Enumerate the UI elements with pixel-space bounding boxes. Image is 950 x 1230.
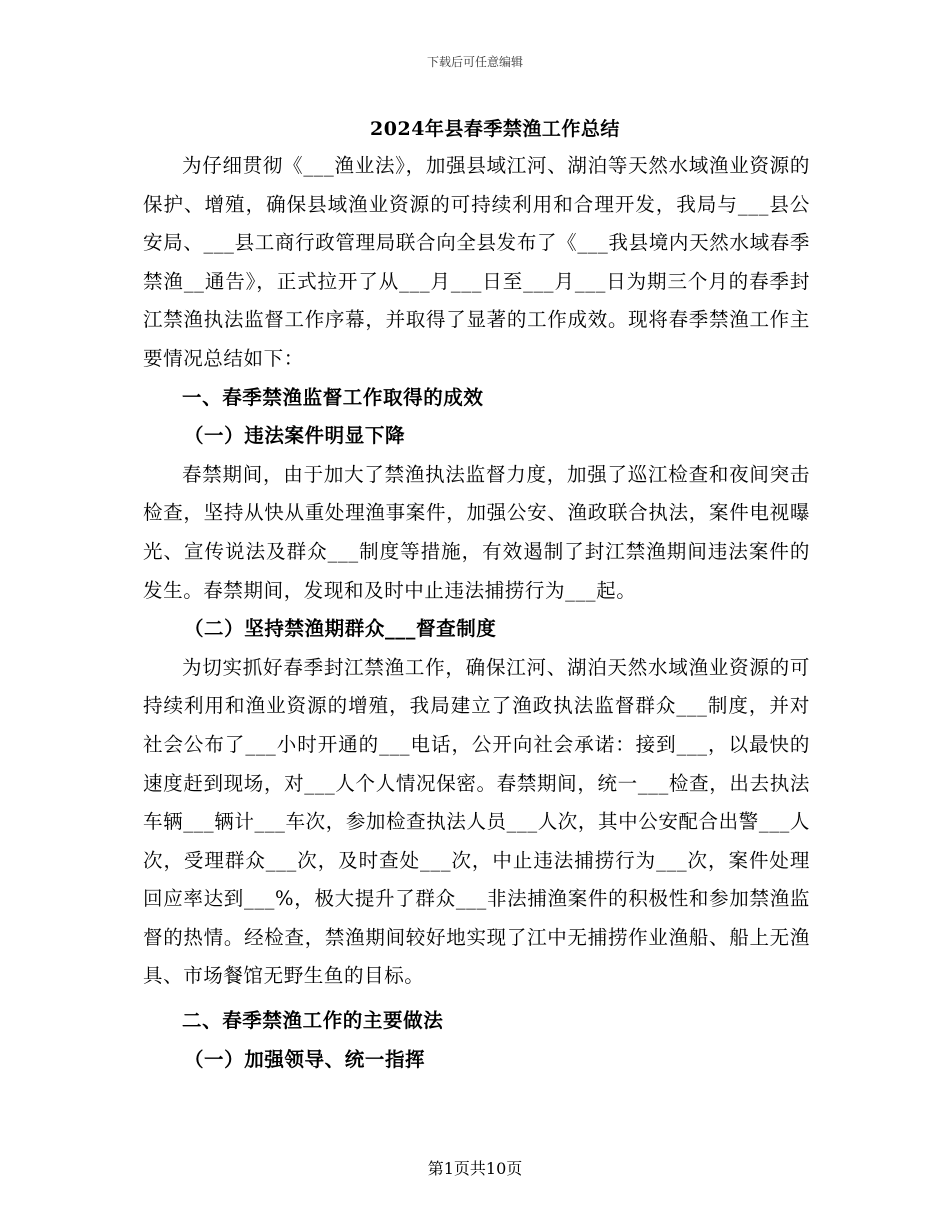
document-title: 2024年县春季禁渔工作总结 [370,118,620,140]
document-body [143,147,810,1079]
body-paragraph-1-1: 春禁期间，由于加大了禁渔执法监督力度，加强了巡江检查和夜间突击检查，坚持从快从重处理渔事案件，加强公安、渔政联合执法，案件电视曝光、宣传说法及群众___制度等措施，有效遏制了封江禁渔期间违法案件的发生。春禁期间，发现和及时中止违法捕捞行为___起。 [143,462,810,602]
intro-paragraph: 为仔细贯彻《___渔业法》，加强县域江河、湖泊等天然水域渔业资源的保护、增殖，确保县域渔业资源的可持续利用和合理开发，我局与___县公安局、___县工商行政管理局联合向全县发布了《___我县境内天然水域春季禁渔__通告》，正式拉开了从___月___日至___月___日为期三个月的春季封江禁渔执法监督工作序幕，并取得了显著的工作成效。现将春季禁渔工作主要情况总结如下： [143,154,810,370]
subsection-heading-1-1: （一）违法案件明显下降 [183,424,406,448]
page-footer: 第1页共10页 [427,1159,523,1178]
section-heading-2: 二、春季禁渔工作的主要做法 [182,1009,444,1033]
body-paragraph-1-2: 为切实抓好春季封江禁渔工作，确保江河、湖泊天然水域渔业资源的可持续利用和渔业资源的增殖，我局建立了渔政执法监督群众___制度，并对社会公布了___小时开通的___电话，公开向社会承诺：接到___，以最快的速度赶到现场，对___人个人情况保密。春禁期间，统一___检查，出去执法车辆___辆计___车次，参加检查执法人员___人次，其中公安配合出警___人次，受理群众___次，及时查处___次，中止违法捕捞行为___次，案件处理回应率达到___%，极大提升了群众___非法捕渔案件的积极性和参加禁渔监督的热情。经检查，禁渔期间较好地实现了江中无捕捞作业渔船、船上无渔具、市场餐馆无野生鱼的目标。 [143,655,810,988]
header-note: 下载后可任意编辑 [426,55,523,69]
section-heading-1: 一、春季禁渔监督工作取得的成效 [182,385,484,409]
subsection-heading-2-1: （一）加强领导、统一指挥 [183,1047,426,1071]
subsection-heading-1-2: （二）坚持禁渔期群众___督查制度 [183,617,497,641]
